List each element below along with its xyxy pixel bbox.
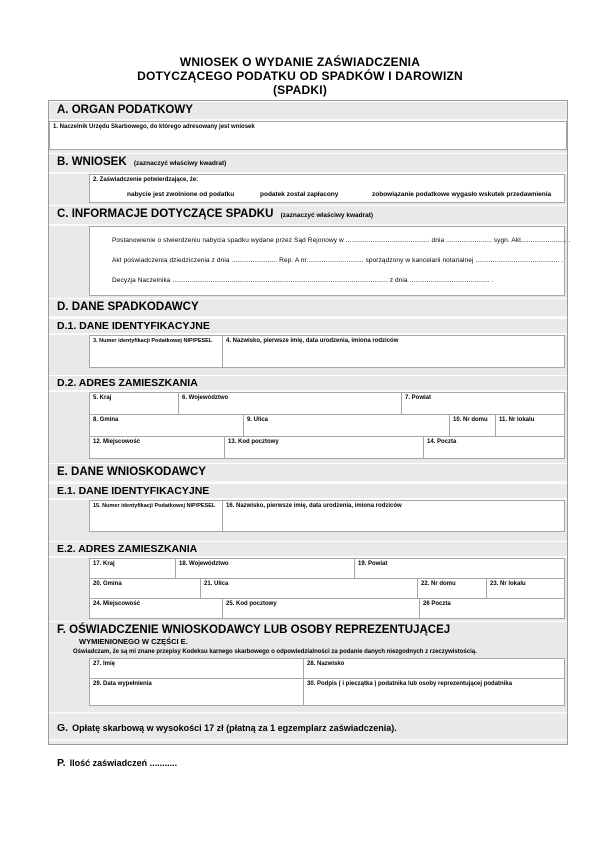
- section-b-hint: (zaznaczyć właściwy kwadrat): [133, 160, 227, 167]
- section-d-header: [49, 298, 567, 318]
- section-a-header: [49, 101, 567, 121]
- field-6-label: 6. Województwo: [182, 395, 229, 401]
- field-16-label: 16. Nazwisko, pierwsze imię, data urodzenia, imiona rodziców: [226, 503, 402, 509]
- section-d1-header: [49, 318, 567, 335]
- section-e-header: [49, 463, 567, 483]
- section-g: [49, 712, 567, 741]
- field-13-kod-pocztowy[interactable]: [224, 436, 424, 459]
- section-g-text: Opłatę skarbową w wysokości 17 zł (płatną za 1 egzemplarz zaświadczenia).: [72, 723, 397, 733]
- field-26-label: 26 Poczta: [423, 601, 451, 607]
- option-tax-paid[interactable]: podatek został zapłacony: [260, 191, 339, 198]
- field-11-nr-lokalu[interactable]: [495, 414, 565, 437]
- field-6-wojewodztwo[interactable]: [178, 392, 402, 415]
- field-10-label: 10. Nr domu: [453, 417, 488, 423]
- section-e2-header: [49, 541, 567, 558]
- field-22-nr-domu[interactable]: [417, 578, 487, 599]
- field-7-label: 7. Powiat: [405, 395, 432, 401]
- field-21-ulica[interactable]: [200, 578, 418, 599]
- field-13-label: 13. Kod pocztowy: [228, 439, 279, 445]
- d2-row-2: [89, 414, 565, 437]
- field-24-miejscowosc[interactable]: [89, 598, 223, 619]
- field-12-miejscowosc[interactable]: [89, 436, 225, 459]
- field-17-label: 17. Kraj: [93, 561, 115, 567]
- section-d1-heading: D.1. DANE IDENTYFIKACYJNE: [57, 320, 210, 332]
- field-25-kod-pocztowy[interactable]: [222, 598, 420, 619]
- section-p-count-line[interactable]: Ilość zaświadczeń ...........: [69, 758, 178, 768]
- section-a-heading: A. ORGAN PODATKOWY: [57, 104, 193, 116]
- d2-row-1: [89, 392, 565, 415]
- field-26-poczta[interactable]: [419, 598, 565, 619]
- field-17-kraj[interactable]: [89, 558, 176, 579]
- option-exempt-from-tax[interactable]: nabycie jest zwolnione od podatku: [127, 191, 235, 198]
- d1-row: [89, 335, 565, 368]
- field-1-label: 1. Naczelnik Urzędu Skarbowego, do którego adresowany jest wniosek: [53, 124, 255, 130]
- section-f-heading-line2: WYMIENIONEGO W CZĘŚCI E.: [79, 637, 188, 646]
- field-27-imie[interactable]: [89, 658, 304, 679]
- field-18-wojewodztwo[interactable]: [175, 558, 355, 579]
- field-4-label: 4. Nazwisko, pierwsze imię, data urodzenia, imiona rodziców: [226, 338, 399, 344]
- field-16-nazwisko[interactable]: [222, 500, 565, 532]
- field-19-label: 19. Powiat: [358, 561, 388, 567]
- field-30-podpis[interactable]: [303, 678, 565, 706]
- field-11-label: 11. Nr lokalu: [499, 417, 535, 423]
- field-23-nr-lokalu[interactable]: [486, 578, 565, 599]
- field-21-label: 21. Ulica: [204, 581, 229, 587]
- section-f-statement: Oświadczam, że są mi znane przepisy Kodeksu karnego skarbowego o odpowiedzialności za podanie danych niezgodnych z rzeczywistością.: [73, 649, 477, 655]
- field-29-data-wypelnienia[interactable]: [89, 678, 304, 706]
- section-p: [49, 741, 567, 775]
- option-liability-expired[interactable]: zobowiązanie podatkowe wygasło wskutek przedawnienia: [372, 191, 552, 198]
- field-4-nazwisko[interactable]: [222, 335, 565, 368]
- field-28-nazwisko[interactable]: [303, 658, 565, 679]
- field-5-kraj[interactable]: [89, 392, 179, 415]
- field-15-nip-pesel[interactable]: [89, 500, 223, 532]
- form-title-line3: (SPADKI): [272, 83, 328, 97]
- field-2-label: 2. Zaświadczenie potwierdzające, że:: [93, 177, 199, 183]
- field-3-label: 3. Numer identyfikacji Podatkowej NIP/PESEL: [93, 338, 213, 344]
- section-d2-heading: D.2. ADRES ZAMIESZKANIA: [57, 377, 198, 389]
- section-e1-header: [49, 483, 567, 500]
- field-10-nr-domu[interactable]: [449, 414, 496, 437]
- field-9-ulica[interactable]: [243, 414, 450, 437]
- field-23-label: 23. Nr lokalu: [490, 581, 526, 587]
- section-f-heading-line1: F. OŚWIADCZENIE WNIOSKODAWCY LUB OSOBY REPREZENTUJĄCEJ: [49, 621, 567, 637]
- field-12-label: 12. Miejscowość: [93, 439, 141, 445]
- e1-row: [89, 500, 565, 532]
- field-15-label: 15. Numer identyfikacji Podatkowej NIP/PESEL: [93, 503, 216, 509]
- section-c-hint: (zaznaczyć właściwy kwadrat): [280, 212, 374, 219]
- c-line-notarial-deed[interactable]: Akt poświadczenia dziedziczenia z dnia ........................ Rep. A nr.............................. sporządzony w kancelarii notarialnej ............................................ .: [112, 257, 564, 264]
- field-8-label: 8. Gmina: [93, 417, 119, 423]
- form-title: [0, 0, 600, 97]
- c-line-court-decision[interactable]: Postanowienie o stwierdzeniu nabycia spadku wydane przez Sąd Rejonowy w ............................................ dnia ........................ sygn. Akt........................ .: [112, 237, 571, 244]
- f-row-1: [89, 658, 565, 679]
- field-14-label: 14. Poczta: [427, 439, 457, 445]
- field-22-label: 22. Nr domu: [421, 581, 456, 587]
- field-20-gmina[interactable]: [89, 578, 201, 599]
- field-14-poczta[interactable]: [423, 436, 565, 459]
- field-9-label: 9. Ulica: [247, 417, 269, 423]
- field-7-powiat[interactable]: [401, 392, 565, 415]
- f-row-2: [89, 678, 565, 706]
- section-p-prefix: P.: [57, 757, 66, 769]
- section-b-heading: B. WNIOSEK: [57, 156, 127, 168]
- e2-row-1: [89, 558, 565, 579]
- section-d2-header: [49, 375, 567, 392]
- field-20-label: 20. Gmina: [93, 581, 122, 587]
- field-3-nip-pesel[interactable]: [89, 335, 223, 368]
- field-19-powiat[interactable]: [354, 558, 565, 579]
- section-c-box: [89, 226, 571, 296]
- form-title-line1: WNIOSEK O WYDANIE ZAŚWIADCZENIA: [179, 55, 421, 69]
- field-18-label: 18. Województwo: [179, 561, 229, 567]
- section-c-header: [49, 205, 567, 226]
- field-28-label: 28. Nazwisko: [307, 661, 345, 667]
- field-27-label: 27. Imię: [93, 661, 116, 667]
- section-e1-heading: E.1. DANE IDENTYFIKACYJNE: [57, 485, 210, 497]
- d2-row-3: [89, 436, 565, 459]
- section-e-heading: E. DANE WNIOSKODAWCY: [57, 466, 206, 478]
- e2-row-2: [89, 578, 565, 599]
- field-2-box[interactable]: [89, 174, 565, 203]
- section-d-heading: D. DANE SPADKODAWCY: [57, 301, 199, 313]
- section-f-header: [49, 621, 567, 647]
- form-body: [48, 100, 571, 769]
- field-29-label: 29. Data wypełnienia: [93, 681, 152, 687]
- section-e2-heading: E.2. ADRES ZAMIESZKANIA: [57, 543, 198, 555]
- section-b-header: [49, 153, 567, 174]
- section-g-prefix: G.: [57, 722, 69, 734]
- field-25-label: 25. Kod pocztowy: [226, 601, 277, 607]
- section-c-heading: C. INFORMACJE DOTYCZĄCE SPADKU: [57, 208, 274, 220]
- field-30-label: 30. Podpis ( i pieczątka ) podatnika lub osoby reprezentującej podatnika: [307, 681, 513, 687]
- c-line-head-decision[interactable]: Decyzja Naczelnika ................................................................................................................. z dnia .......................................... .: [112, 277, 494, 284]
- field-1-naczelnik-box[interactable]: [49, 121, 567, 150]
- field-8-gmina[interactable]: [89, 414, 244, 437]
- form-title-line2: DOTYCZĄCEGO PODATKU OD SPADKÓW I DAROWIZN: [137, 69, 463, 83]
- e2-row-3: [89, 598, 565, 619]
- field-5-label: 5. Kraj: [93, 395, 112, 401]
- field-24-label: 24. Miejscowość: [93, 601, 141, 607]
